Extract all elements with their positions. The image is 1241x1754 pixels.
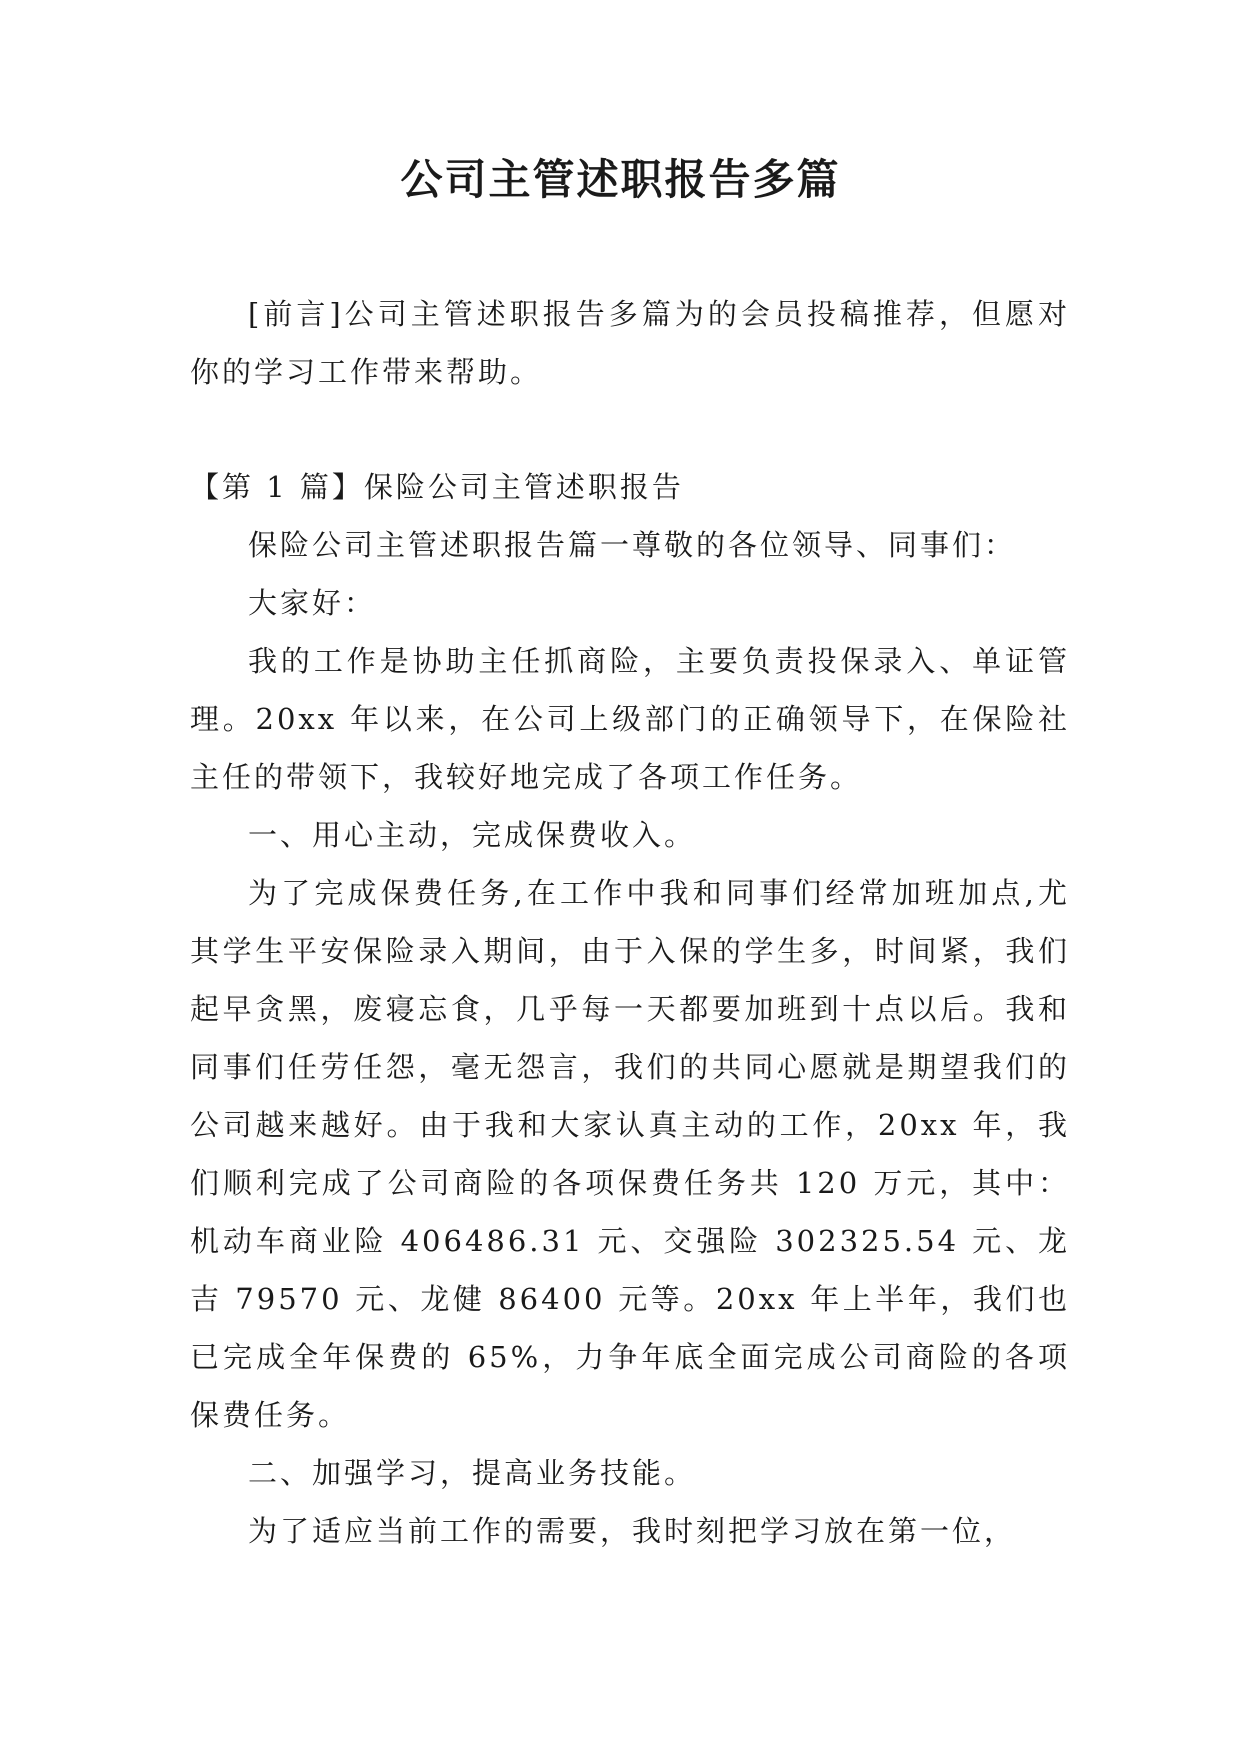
preface-paragraph: [前言]公司主管述职报告多篇为的会员投稿推荐，但愿对你的学习工作带来帮助。 (190, 297, 1070, 389)
document-title: 公司主管述职报告多篇 (400, 155, 841, 204)
subheading-1: 一、用心主动，完成保费收入。 (248, 818, 697, 852)
paragraph-learning: 为了适应当前工作的需要，我时刻把学习放在第一位， (248, 1514, 1017, 1548)
preface-block (190, 285, 1070, 401)
paragraph-intro: 我的工作是协助主任抓商险，主要负责投保录入、单证管理。20xx 年以来，在公司上级部门的正确领导下，在保险社主任的带领下，我较好地完成了各项工作任务。 (190, 644, 1070, 794)
paragraph-premium: 为了完成保费任务,在工作中我和同事们经常加班加点,尤其学生平安保险录入期间，由于入保的学生多，时间紧，我们起早贪黑，废寝忘食，几乎每一天都要加班到十点以后。我和同事们任劳任怨，毫无怨言，我们的共同心愿就是期望我们的公司越来越好。由于我和大家认真主动的工作，20xx 年，我们顺利完成了公司商险的各项保费任务共 120 万元，其中：机动车商业险 406486.31 元、交强险 302325.54 元、龙吉 79570 元、龙健 86400 元等。20xx 年上半年，我们也已完成全年保费的 65%，力争年底全面完成公司商险的各项保费任务。 (190, 876, 1070, 1432)
section-body (190, 458, 1070, 1560)
section-heading: 【第 1 篇】保险公司主管述职报告 (190, 470, 684, 504)
paragraph-salutation: 保险公司主管述职报告篇一尊敬的各位领导、同事们： (248, 528, 1017, 562)
subheading-2: 二、加强学习，提高业务技能。 (248, 1456, 697, 1490)
paragraph-greeting: 大家好： (248, 586, 377, 620)
